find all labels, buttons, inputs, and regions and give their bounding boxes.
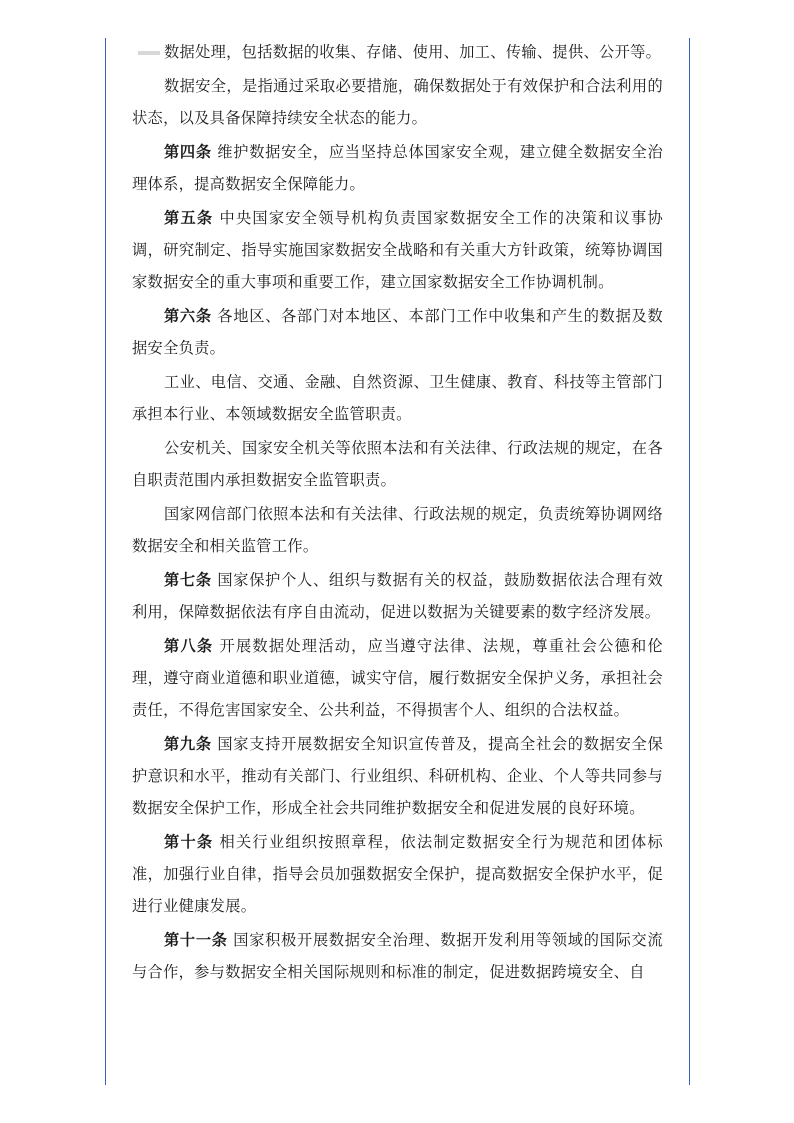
- left-border-line: [105, 38, 106, 1085]
- article-heading: 第十条: [164, 833, 214, 851]
- article-9: 第九条 国家支持开展数据安全知识宣传普及，提高全社会的数据安全保护意识和水平，推动有关部门、行业组织、科研机构、企业、个人等共同参与数据安全保护工作，形成全社会共同维护数据安全和促进发展的良好环境。: [132, 735, 663, 817]
- article-4: 第四条 维护数据安全，应当坚持总体国家安全观，建立健全数据安全治理体系，提高数据安全保障能力。: [132, 143, 663, 193]
- paragraph: 国家网信部门依照本法和有关法律、行政法规的规定，负责统筹协调网络数据安全和相关监管工作。: [132, 505, 663, 555]
- article-heading: 第七条: [164, 571, 212, 589]
- article-7: 第七条 国家保护个人、组织与数据有关的权益，鼓励数据依法合理有效利用，保障数据依法有序自由流动，促进以数据为关键要素的数字经济发展。: [132, 571, 663, 621]
- paragraph: 数据处理，包括数据的收集、存储、使用、加工、传输、提供、公开等。: [132, 36, 663, 68]
- article-8: 第八条 开展数据处理活动，应当遵守法律、法规，尊重社会公德和伦理，遵守商业道德和职业道德，诚实守信，履行数据安全保护义务，承担社会责任，不得危害国家安全、公共利益，不得损害个人、组织的合法权益。: [132, 637, 663, 719]
- article-5: 第五条 中央国家安全领导机构负责国家数据安全工作的决策和议事协调，研究制定、指导实施国家数据安全战略和有关重大方针政策，统筹协调国家数据安全的重大事项和重要工作，建立国家数据安全工作协调机制。: [132, 209, 663, 291]
- article-6: 第六条 各地区、各部门对本地区、本部门工作中收集和产生的数据及数据安全负责。: [132, 307, 663, 357]
- document-body: [132, 36, 663, 990]
- article-heading: 第四条: [164, 143, 212, 161]
- article-heading: 第五条: [164, 209, 214, 227]
- article-11: 第十一条 国家积极开展数据安全治理、数据开发利用等领域的国际交流与合作，参与数据安全相关国际规则和标准的制定，促进数据跨境安全、自: [132, 931, 663, 981]
- article-heading: 第十一条: [164, 931, 228, 949]
- article-heading: 第九条: [164, 735, 212, 753]
- right-border-line: [689, 38, 690, 1085]
- article-heading: 第八条: [164, 637, 214, 655]
- article-heading: 第六条: [164, 307, 212, 325]
- article-10: 第十条 相关行业组织按照章程，依法制定数据安全行为规范和团体标准，加强行业自律，指导会员加强数据安全保护，提高数据安全保护水平，促进行业健康发展。: [132, 833, 663, 915]
- paragraph: 数据安全，是指通过采取必要措施，确保数据处于有效保护和合法利用的状态，以及具备保障持续安全状态的能力。: [132, 77, 663, 127]
- scan-artifact: [138, 51, 160, 55]
- paragraph: 公安机关、国家安全机关等依照本法和有关法律、行政法规的规定，在各自职责范围内承担数据安全监管职责。: [132, 439, 663, 489]
- paragraph: 工业、电信、交通、金融、自然资源、卫生健康、教育、科技等主管部门承担本行业、本领域数据安全监管职责。: [132, 373, 663, 423]
